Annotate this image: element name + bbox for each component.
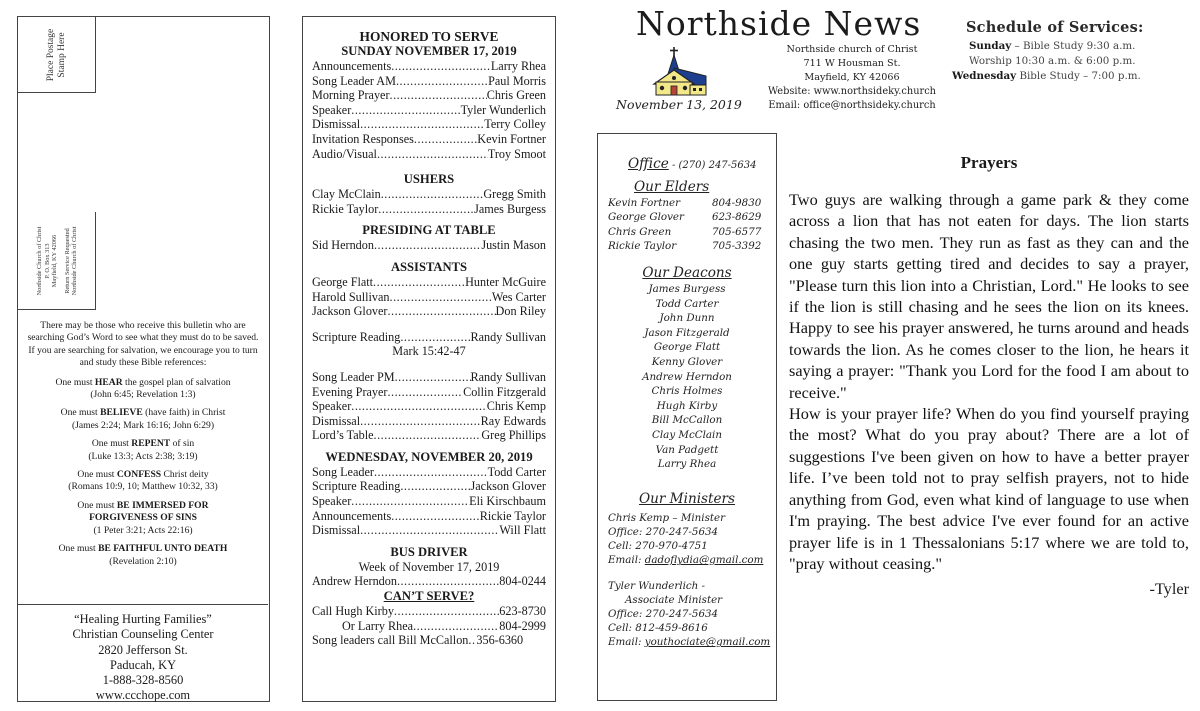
minister-email-line: Email: dadoflydia@gmail.com	[608, 554, 764, 567]
scripture-refs: (John 6:45; Revelation 1:3)	[90, 389, 196, 401]
roster-row	[312, 88, 546, 103]
scripture-refs: (Luke 13:3; Acts 2:38; 3:19)	[88, 450, 198, 462]
elder-phone: 705-6577	[712, 225, 762, 238]
roster-role: Dismissal	[312, 413, 361, 428]
salvation-step: One must BELIEVE (have faith) in Christ (James 2:24; Mark 16:16; John 6:29)	[26, 407, 260, 432]
salvation-step: One must CONFESS Christ deity (Romans 10:9, 10; Matthew 10:32, 33)	[26, 469, 260, 494]
schedule-line: Sunday – Bible Study 9:30 a.m.	[969, 40, 1136, 52]
sunday-date: SUNDAY NOVEMBER 17, 2019	[341, 44, 517, 58]
roster-row	[312, 147, 546, 162]
elder-row	[608, 239, 766, 254]
elder-phone: 804-9830	[712, 196, 762, 209]
deacon-name: John Dunn	[659, 312, 715, 325]
elder-phone: 623-8629	[712, 211, 762, 224]
roster-role: Dismissal	[312, 117, 361, 132]
schedule-of-services	[944, 17, 1200, 84]
roster-role: Speaker	[312, 494, 352, 509]
sunday-pm-roster	[312, 370, 546, 443]
return-address-box	[18, 212, 96, 310]
church-website[interactable]: Website: www.northsideky.church	[768, 86, 936, 97]
roster-row: Scripture Reading ..... Randy Sullivan	[312, 330, 546, 345]
schedule-line: Worship 10:30 a.m. & 6:00 p.m.	[969, 55, 1136, 67]
roster-role: Scripture Reading	[312, 479, 401, 494]
roster-role: Speaker	[312, 399, 352, 414]
church-email[interactable]: Email: office@northsideky.church	[768, 100, 936, 111]
assistants-roster	[312, 275, 546, 319]
elder-name: Rickie Taylor	[608, 240, 677, 253]
minister-title-cont: Associate Minister	[625, 593, 723, 606]
roster-row	[312, 117, 546, 132]
minister-cell: Cell: 812-459-8616	[608, 622, 708, 635]
roster-row	[312, 465, 546, 480]
roster-name: Kevin Fortner	[477, 131, 546, 146]
roster-row	[312, 479, 546, 494]
roster-name: Chris Green	[486, 88, 546, 103]
roster-row: Call Hugh Kirby ..... 623-8730	[312, 604, 546, 619]
deacon-name: James Burgess	[648, 282, 726, 295]
scripture-passage: Mark 15:42-47	[392, 344, 466, 359]
ministers-heading: Our Ministers	[638, 490, 736, 507]
minister-email-link[interactable]: dadoflydia@gmail.com	[644, 554, 764, 567]
deacon-name: Larry Rhea	[657, 458, 717, 471]
roster-role: Audio/Visual	[312, 146, 377, 161]
deacon-name: Van Padgett	[655, 443, 719, 456]
roster-role: Song Leader AM	[312, 73, 396, 88]
schedule-title: Schedule of Services:	[966, 19, 1144, 36]
roster-role: Dismissal	[312, 523, 361, 538]
roster-name: Don Riley	[495, 304, 546, 319]
roster-role: Morning Prayer	[312, 88, 390, 103]
dot-leader	[390, 88, 487, 103]
article-paragraph: How is your prayer life? When do you find yourself praying the most? What do you pray about? There are a lot of suggestions I've been given on how to have a better prayer life. I’ve been told not to pray selfish prayers, not to hide anything from God, even what kind of language to use when I'm praying. The best advice I've ever found for an active prayer life is in 1 Thessalonians 5:17 where we are told to, "pray without ceasing."	[789, 404, 1189, 573]
ministers-list	[608, 511, 776, 650]
deacon-name: Clay McClain	[652, 428, 722, 441]
roster-row	[312, 59, 546, 74]
deacon-name: Kenny Glover	[651, 355, 723, 368]
roster-row	[312, 399, 546, 414]
roster-row	[312, 187, 546, 202]
salvation-intro: There may be those who receive this bulletin who are searching God’s Word to see what they must do to be saved. If you are searching for salvation, we encourage you to turn and study these Bible references:	[27, 320, 259, 369]
church-address	[767, 43, 937, 113]
deacons-list	[608, 282, 776, 472]
roster-row: Andrew Herndon ..... 804-0244	[312, 574, 546, 589]
ushers-title: USHERS	[403, 172, 455, 187]
dot-leader	[351, 399, 486, 414]
salvation-section	[18, 310, 268, 605]
roster-name: Jackson Glover	[470, 479, 546, 494]
roster-role: Rickie Taylor	[312, 201, 379, 216]
elder-row	[608, 196, 766, 211]
roster-name: Chris Kemp	[486, 399, 546, 414]
deacon-name: Bill McCallon	[651, 414, 723, 427]
minister-office: Office: 270-247-5634	[608, 607, 719, 620]
dot-leader	[381, 187, 484, 202]
roster-name: Gregg Smith	[483, 187, 546, 202]
roster-row	[312, 385, 546, 400]
dot-leader	[377, 147, 488, 162]
office-heading: Office	[628, 156, 669, 172]
elder-row	[608, 210, 766, 225]
counseling-tagline: “Healing Hurting Families”	[74, 612, 212, 626]
roster-row	[312, 202, 546, 217]
church-city: Mayfield, KY 42066	[804, 72, 900, 83]
postage-stamp-box	[18, 17, 96, 93]
issue-date: November 13, 2019	[616, 97, 742, 112]
office-line	[608, 155, 776, 174]
article-paragraph: Two guys are walking through a game park & they come across a lion that has not eaten for days. The lion starts chasing the two men. They run as fast as they can and the one guy starts getting tired and decides to say a prayer, "Please turn this lion into a Christian, Lord." He looks to see if the lion is still chasing and he sees the lion on its knees. Happy to see his prayer answered, he turns around and heads towards the lion. As he comes closer to the lion, he hears it saying a prayer: "Thank you Lord for the food I am about to receive."	[789, 190, 1189, 402]
article-title: Prayers	[960, 153, 1018, 172]
dot-leader	[360, 414, 481, 429]
roster-row	[312, 494, 546, 509]
roster-name: Randy Sullivan	[470, 369, 546, 384]
wednesday-title: WEDNESDAY, NOVEMBER 20, 2019	[325, 449, 533, 464]
cant-serve-title: CAN’T SERVE?	[383, 589, 475, 604]
roster-role: Announcements	[312, 508, 392, 523]
counseling-name: Christian Counseling Center	[72, 627, 214, 642]
roster-name: Wes Carter	[491, 289, 546, 304]
minister-office: Office: 270-247-5634	[608, 525, 719, 538]
roster-name: Eli Kirschbaum	[469, 494, 546, 509]
stamp-label: Place Postage Stamp Here	[46, 28, 67, 82]
roster-name: Collin Fitzgerald	[463, 384, 546, 399]
minister-cell: Cell: 270-970-4751	[608, 540, 708, 553]
counseling-center-ad	[18, 605, 268, 704]
roster-row: Song leaders call Bill McCallon ..... 356-6360	[312, 633, 546, 648]
minister-title: Chris Kemp – Minister	[608, 511, 726, 524]
counseling-phone: 1-888-328-8560	[102, 673, 184, 688]
scripture-refs: (Romans 10:9, 10; Matthew 10:32, 33)	[68, 481, 218, 493]
dot-leader	[374, 238, 481, 253]
roster-row	[312, 523, 546, 538]
scripture-refs: (James 2:24; Mark 16:16; John 6:29)	[71, 419, 215, 431]
article-body	[789, 189, 1189, 574]
roster-row	[312, 275, 546, 290]
dot-leader	[387, 385, 463, 400]
dot-leader	[391, 509, 480, 524]
roster-row	[312, 103, 546, 118]
roster-name: Hunter McGuire	[465, 274, 546, 289]
roster-name: Terry Colley	[484, 117, 546, 132]
roster-role: Evening Prayer	[312, 384, 388, 399]
bus-week: Week of November 17, 2019	[358, 559, 500, 574]
bus-driver-title: BUS DRIVER	[390, 544, 468, 559]
elder-row	[608, 225, 766, 240]
counseling-street: 2820 Jefferson St.	[98, 642, 188, 657]
roster-role: Lord’s Table	[312, 428, 374, 443]
roster-row	[312, 238, 546, 253]
elders-list	[608, 196, 776, 254]
dot-leader	[374, 428, 482, 443]
roster-row	[312, 290, 546, 305]
deacon-name: Chris Holmes	[651, 385, 723, 398]
deacon-name: Andrew Herndon	[642, 370, 732, 383]
roster-row	[312, 414, 546, 429]
roster-row	[312, 74, 546, 89]
salvation-step: One must REPENT of sin (Luke 13:3; Acts 2:38; 3:19)	[26, 438, 260, 463]
roster-name: Will Flatt	[499, 523, 546, 538]
roster-role: Harold Sullivan	[312, 289, 390, 304]
minister-title: Tyler Wunderlich -	[608, 579, 706, 592]
mailer-panel	[17, 16, 270, 702]
ushers-roster	[312, 187, 546, 216]
dot-leader	[395, 370, 471, 385]
deacons-heading: Our Deacons	[642, 264, 732, 281]
dot-leader	[390, 290, 492, 305]
roster-name: Paul Morris	[488, 73, 546, 88]
minister-block	[608, 511, 776, 568]
roster-name: Rickie Taylor	[479, 508, 546, 523]
minister-block	[608, 579, 776, 650]
roster-role: Song Leader	[312, 464, 374, 479]
deacon-name: George Flatt	[653, 341, 721, 354]
roster-row: Or Larry Rhea ..... 804-2999	[312, 619, 546, 634]
roster-row	[312, 132, 546, 147]
sunday-am-roster	[312, 59, 546, 161]
deacon-name: Todd Carter	[655, 297, 719, 310]
dot-leader	[387, 304, 495, 319]
roster-role: Clay McClain	[312, 187, 381, 202]
dot-leader	[400, 479, 470, 494]
roster-name: Ray Edwards	[480, 413, 546, 428]
salvation-steps	[26, 377, 260, 568]
minister-email-line: Email: youthociate@gmail.com	[608, 636, 771, 649]
elder-name: Kevin Fortner	[608, 196, 681, 209]
office-phone: - (270) 247-5634	[668, 160, 757, 171]
roster-row	[312, 304, 546, 319]
wednesday-roster	[312, 465, 546, 538]
dot-leader	[351, 103, 460, 118]
roster-role: Song Leader PM	[312, 369, 395, 384]
roster-role: Invitation Responses	[312, 131, 414, 146]
church-logo-icon	[644, 46, 708, 98]
presiding-roster	[312, 238, 546, 253]
elder-name: Chris Green	[608, 225, 672, 238]
dot-leader	[360, 523, 499, 538]
scripture-refs: (Revelation 2:10)	[109, 555, 177, 567]
schedule-line: Wednesday Bible Study – 7:00 p.m.	[952, 70, 1141, 82]
roster-name: Justin Mason	[481, 238, 546, 253]
church-name: Northside church of Christ	[786, 44, 918, 55]
roster-name: Todd Carter	[487, 464, 546, 479]
roster-role: Announcements	[312, 59, 392, 73]
roster-name: Larry Rhea	[490, 59, 546, 73]
roster-name: Greg Phillips	[481, 428, 546, 443]
roster-role: Jackson Glover	[312, 304, 388, 319]
roster-row	[312, 509, 546, 524]
honored-to-serve-panel	[302, 16, 556, 702]
dot-leader	[351, 494, 469, 509]
roster-name: Tyler Wunderlich	[460, 102, 546, 117]
dot-leader	[360, 117, 484, 132]
church-street: 711 W Housman St.	[803, 58, 901, 69]
elder-phone: 705-3392	[712, 240, 762, 253]
salvation-step: One must BE FAITHFUL UNTO DEATH (Revelation 2:10)	[26, 543, 260, 568]
roster-role: Speaker	[312, 102, 352, 117]
return-address: Northside Church of Christ P. O. Box 313 Mayfield, KY 42066 Return Service Requested Northside Church of Christ	[35, 226, 78, 296]
roster-row	[312, 370, 546, 385]
scripture-refs: (1 Peter 3:21; Acts 22:16)	[93, 524, 193, 536]
dot-leader	[396, 74, 488, 89]
masthead	[596, 2, 941, 122]
counseling-city: Paducah, KY	[109, 657, 177, 672]
salvation-step: One must HEAR the gospel plan of salvation (John 6:45; Revelation 1:3)	[26, 377, 260, 402]
article-signature: -Tyler	[1149, 579, 1189, 599]
dot-leader	[374, 465, 488, 480]
counseling-website[interactable]: www.ccchope.com	[95, 688, 191, 703]
newsletter-title: Northside News	[636, 4, 922, 43]
dot-leader	[378, 202, 474, 217]
serve-title: HONORED TO SERVE	[359, 29, 499, 44]
roster-role: George Flatt	[312, 274, 374, 289]
deacon-name: Jason Fitzgerald	[644, 326, 730, 339]
roster-name: Troy Smoot	[487, 146, 546, 161]
elders-heading: Our Elders	[634, 178, 710, 195]
roster-name: James Burgess	[474, 201, 546, 216]
minister-email-link[interactable]: youthociate@gmail.com	[644, 636, 771, 649]
roster-role: Sid Herndon	[312, 238, 374, 253]
deacon-name: Hugh Kirby	[656, 399, 718, 412]
elder-name: George Glover	[608, 211, 684, 224]
roster-row	[312, 428, 546, 443]
prayers-article	[789, 152, 1189, 600]
dot-leader	[391, 59, 491, 74]
presiding-title: PRESIDING AT TABLE	[362, 223, 496, 238]
contacts-box	[597, 133, 777, 701]
dot-leader	[373, 275, 465, 290]
dot-leader	[414, 132, 477, 147]
salvation-step: One must BE IMMERSED FOR FORGIVENESS OF SINS (1 Peter 3:21; Acts 22:16)	[26, 500, 260, 537]
assistants-title: ASSISTANTS	[390, 259, 468, 274]
